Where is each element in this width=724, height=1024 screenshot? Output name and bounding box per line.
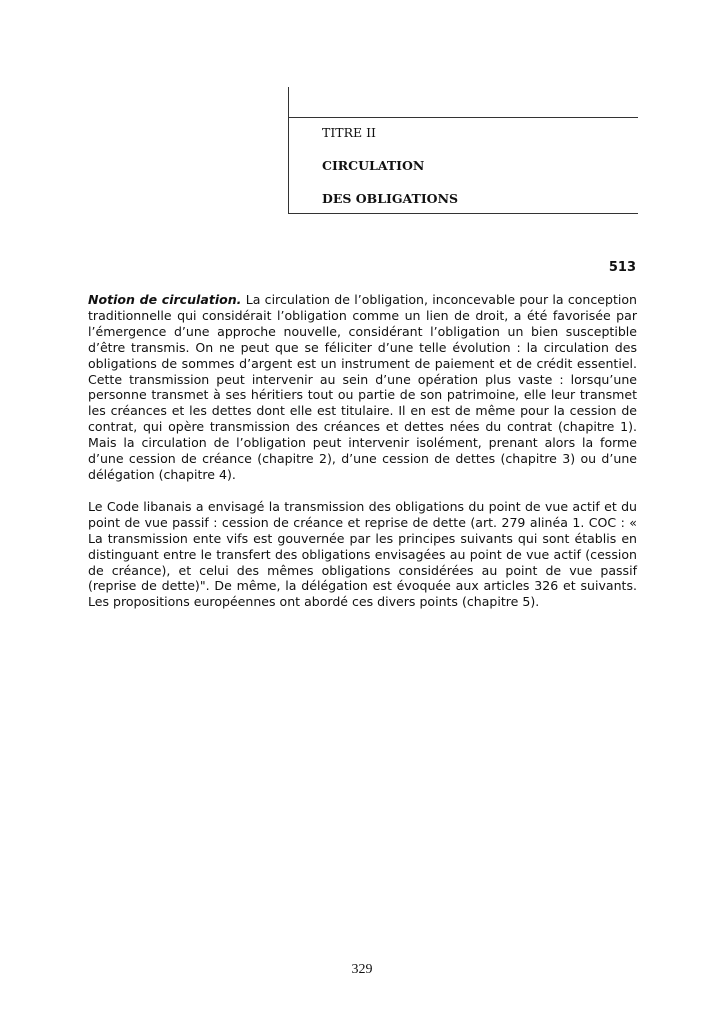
titre-label: TITRE II [322,125,376,140]
page-number: 329 [351,962,373,977]
body-text [88,292,637,626]
paragraph-1-text: La circulation de l’obligation, inconcevable pour la conception traditionnelle qui considérait l’obligation comme un lien de droit, a été favorisée par l’émergence d’une approche nouvelle, considérant l’obligation un bien susceptible d’être transmis. On ne peut que se féliciter d’une telle évolution : la circulation des obligations de sommes d’argent est un instrument de paiement et de crédit essentiel. Cette transmission peut intervenir au sein d’une opération plus vaste : lorsqu’une personne transmet à ses héritiers tout ou partie de son patrimoine, elle leur transmet les créances et les dettes dont elle est titulaire. Il en est de même pour la cession de contrat, qui opère transmission des créances et dettes nées du contrat (chapitre 1). Mais la circulation de l’obligation peut intervenir isolément, prenant alors la forme d’une cession de créance (chapitre 2), d’une cession de dettes (chapitre 3) ou d’une délégation (chapitre 4). [88,292,637,482]
section-number: 513 [608,260,636,275]
title-line-1: CIRCULATION [322,158,425,173]
title-rule [289,117,638,118]
title-block [288,87,638,214]
title-line-2: DES OBLIGATIONS [322,191,459,206]
paragraph-notion [88,292,637,483]
paragraph-lead: Notion de circulation. [88,292,242,307]
paragraph-code-libanais: Le Code libanais a envisagé la transmission des obligations du point de vue actif et du point de vue passif : cession de créance et reprise de dette (art. 279 alinéa 1. COC : « La transmission ente vifs est gouvernée par les principes suivants qui sont établis en distinguant entre le transfert des obligations envisagées au point de vue actif (cession de créance), et celui des mêmes obligations considérées au point de vue passif (reprise de dette)". De même, la délégation est évoquée aux articles 326 et suivants. Les propositions européennes ont abordé ces divers points (chapitre 5). [88,498,637,610]
